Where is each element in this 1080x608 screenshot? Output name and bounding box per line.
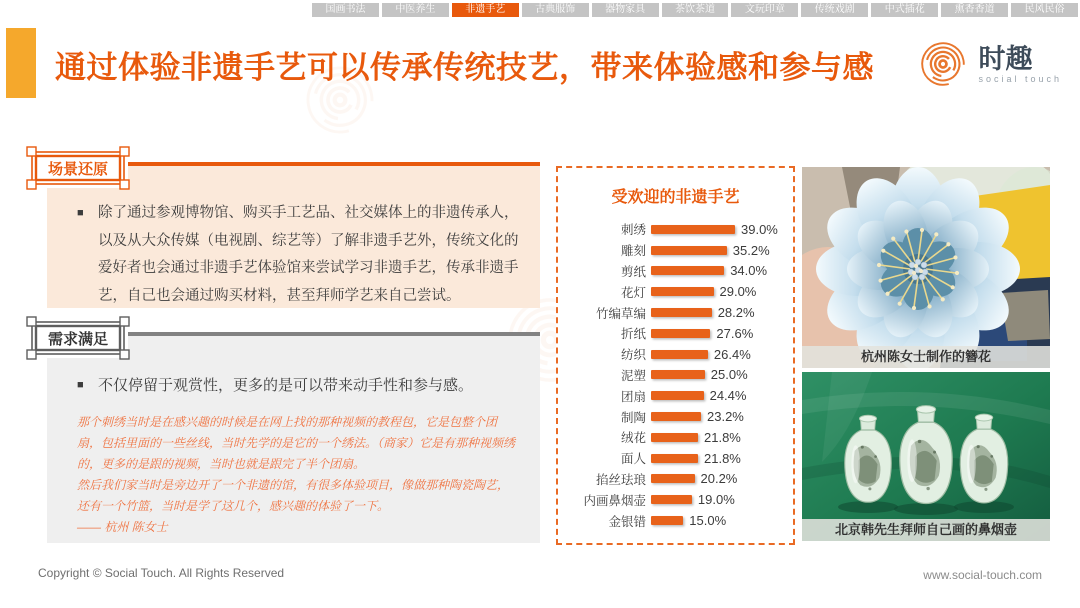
chart-row — [562, 406, 793, 427]
bar — [651, 433, 698, 442]
bar — [651, 412, 701, 421]
bar-value: 34.0% — [730, 263, 768, 279]
interview-quote — [47, 400, 540, 538]
scene-bullet-text: 除了通过参观博物馆、购买手工艺品、社交媒体上的非遗传承人，以及从大众传媒（电视剧、综艺等）了解非遗手艺外，传统文化的爱好者也会通过非遗手艺体验馆来尝试学习非遗手艺，传承非遗手艺，自己也会通过购买材料，甚至拜师学艺来自己尝试。 — [98, 205, 519, 304]
bar-value: 15.0% — [689, 513, 727, 529]
bar-value: 19.0% — [697, 492, 735, 508]
bar-value: 21.8% — [704, 450, 741, 466]
demand-section-label: 需求满足 — [47, 330, 108, 348]
website-link[interactable]: www.social-touch.com — [923, 568, 1042, 582]
bar-label: 团扇 — [620, 389, 646, 404]
bar-label: 泥塑 — [620, 368, 646, 383]
scene-section-label: 场景还原 — [47, 160, 108, 178]
bar-value: 25.0% — [710, 367, 748, 383]
tab-中医养生[interactable]: 中医养生 — [382, 3, 449, 17]
spiral-logo-icon — [917, 38, 969, 90]
scene-section-badge — [26, 144, 130, 192]
copyright-text: Copyright © Social Touch. All Rights Reserved — [38, 566, 285, 580]
logo-name: 时趣 — [978, 44, 1033, 74]
bar — [651, 308, 712, 317]
bar — [651, 454, 698, 463]
bar-label: 面人 — [620, 452, 646, 467]
popularity-chart-panel — [556, 166, 795, 545]
bar-label: 刺绣 — [620, 223, 646, 238]
bar-value: 24.4% — [709, 388, 747, 404]
quote-line: 然后我们家当时是旁边开了一个非遗的馆，有很多体验项目，像做那种陶瓷陶艺，还有一个竹篮，当时是学了这几个，感兴趣的体验了一下。 — [77, 477, 510, 513]
photo-hairpin-flower — [802, 167, 1050, 368]
bar-label: 剪纸 — [620, 264, 646, 279]
bar-label: 花灯 — [620, 285, 646, 300]
photo-caption: 北京韩先生拜师自己画的鼻烟壶 — [802, 519, 1050, 541]
demand-section-badge — [26, 314, 130, 362]
chart-row — [562, 510, 793, 531]
demand-divider-line — [126, 332, 540, 336]
tab-传统戏剧[interactable]: 传统戏剧 — [801, 3, 868, 17]
bar — [651, 266, 724, 275]
bar-label: 制陶 — [620, 410, 646, 425]
bar-label: 竹编草编 — [595, 306, 646, 321]
chart-row — [562, 302, 793, 323]
bar-label: 绒花 — [620, 431, 646, 446]
bar-value: 29.0% — [719, 284, 757, 300]
bar — [651, 370, 705, 379]
category-tab-bar — [312, 3, 1078, 17]
chart-row — [562, 323, 793, 344]
bar-label: 掐丝珐琅 — [595, 472, 646, 487]
bar — [651, 495, 692, 504]
bullet-square-icon: ■ — [77, 379, 84, 391]
bar-value: 20.2% — [700, 471, 738, 487]
chart-row — [562, 281, 793, 302]
tab-民风民俗[interactable]: 民风民俗 — [1011, 3, 1078, 17]
chart-row — [562, 261, 793, 282]
bullet-square-icon: ■ — [77, 207, 84, 219]
chart-row — [562, 219, 793, 240]
demand-bullet-text: 不仅停留于观赏性，更多的是可以带来动手性和参与感。 — [98, 377, 474, 394]
photo-snuff-bottles — [802, 372, 1050, 541]
tab-文玩印章[interactable]: 文玩印章 — [731, 3, 798, 17]
quote-line: —— 杭州 陈女士 — [77, 519, 168, 534]
bar-value: 26.4% — [713, 346, 751, 362]
chart-title: 受欢迎的非遗手艺 — [611, 189, 740, 206]
bar-value: 23.2% — [707, 409, 744, 425]
chart-row — [562, 427, 793, 448]
bar-label: 折纸 — [620, 327, 646, 342]
bar-value: 39.0% — [741, 221, 778, 237]
demand-content-box — [47, 336, 540, 543]
bar-value: 21.8% — [704, 429, 741, 445]
bar — [651, 246, 727, 255]
chart-row — [562, 469, 793, 490]
chart-row — [562, 489, 793, 510]
tab-器物家具[interactable]: 器物家具 — [592, 3, 659, 17]
flower-photo-illustration — [802, 167, 1050, 368]
chart-row — [562, 344, 793, 365]
bar-value: 27.6% — [716, 325, 754, 341]
quote-line: 那个刺绣当时是在感兴趣的时候是在网上找的那种视频的教程包，它是包整个团扇，包括里面的一些丝线，当时先学的是它的一个绣法。（商家）它是有那种视频绣的，更多的是跟的视频，当时也就是跟完了半个团扇。 — [77, 414, 516, 471]
bar — [651, 287, 714, 296]
bar-label: 金银错 — [608, 514, 646, 529]
tab-茶饮茶道[interactable]: 茶饮茶道 — [662, 3, 729, 17]
bar-value: 28.2% — [717, 305, 755, 321]
title-accent-bar — [6, 28, 36, 98]
bar — [651, 516, 683, 525]
bottles-photo-illustration — [802, 372, 1050, 541]
chart-row — [562, 448, 793, 469]
tab-国画书法[interactable]: 国画书法 — [312, 3, 379, 17]
tab-中式插花[interactable]: 中式插花 — [871, 3, 938, 17]
page-title: 通过体验非遗手艺可以传承传统技艺，带来体验感和参与感 — [55, 50, 874, 85]
chart-row — [562, 240, 793, 261]
tab-古典服饰[interactable]: 古典服饰 — [522, 3, 589, 17]
chart-rows — [558, 219, 793, 531]
bar — [651, 391, 704, 400]
tab-非遗手艺[interactable]: 非遗手艺 — [452, 3, 519, 17]
bar-label: 雕刻 — [620, 244, 646, 259]
chart-row — [562, 385, 793, 406]
bar-value: 35.2% — [732, 242, 770, 258]
bar — [651, 350, 708, 359]
bar-label: 纺织 — [620, 348, 646, 363]
logo-subtitle: social touch — [978, 74, 1062, 84]
tab-熏香香道[interactable]: 熏香香道 — [941, 3, 1008, 17]
brand-logo — [917, 38, 1062, 90]
bar — [651, 474, 695, 483]
chart-row — [562, 365, 793, 386]
scene-divider-line — [126, 162, 540, 166]
photo-caption: 杭州陈女士制作的簪花 — [802, 346, 1050, 368]
bar — [651, 329, 710, 338]
bar — [651, 225, 735, 234]
bar-label: 内画鼻烟壶 — [583, 493, 646, 508]
